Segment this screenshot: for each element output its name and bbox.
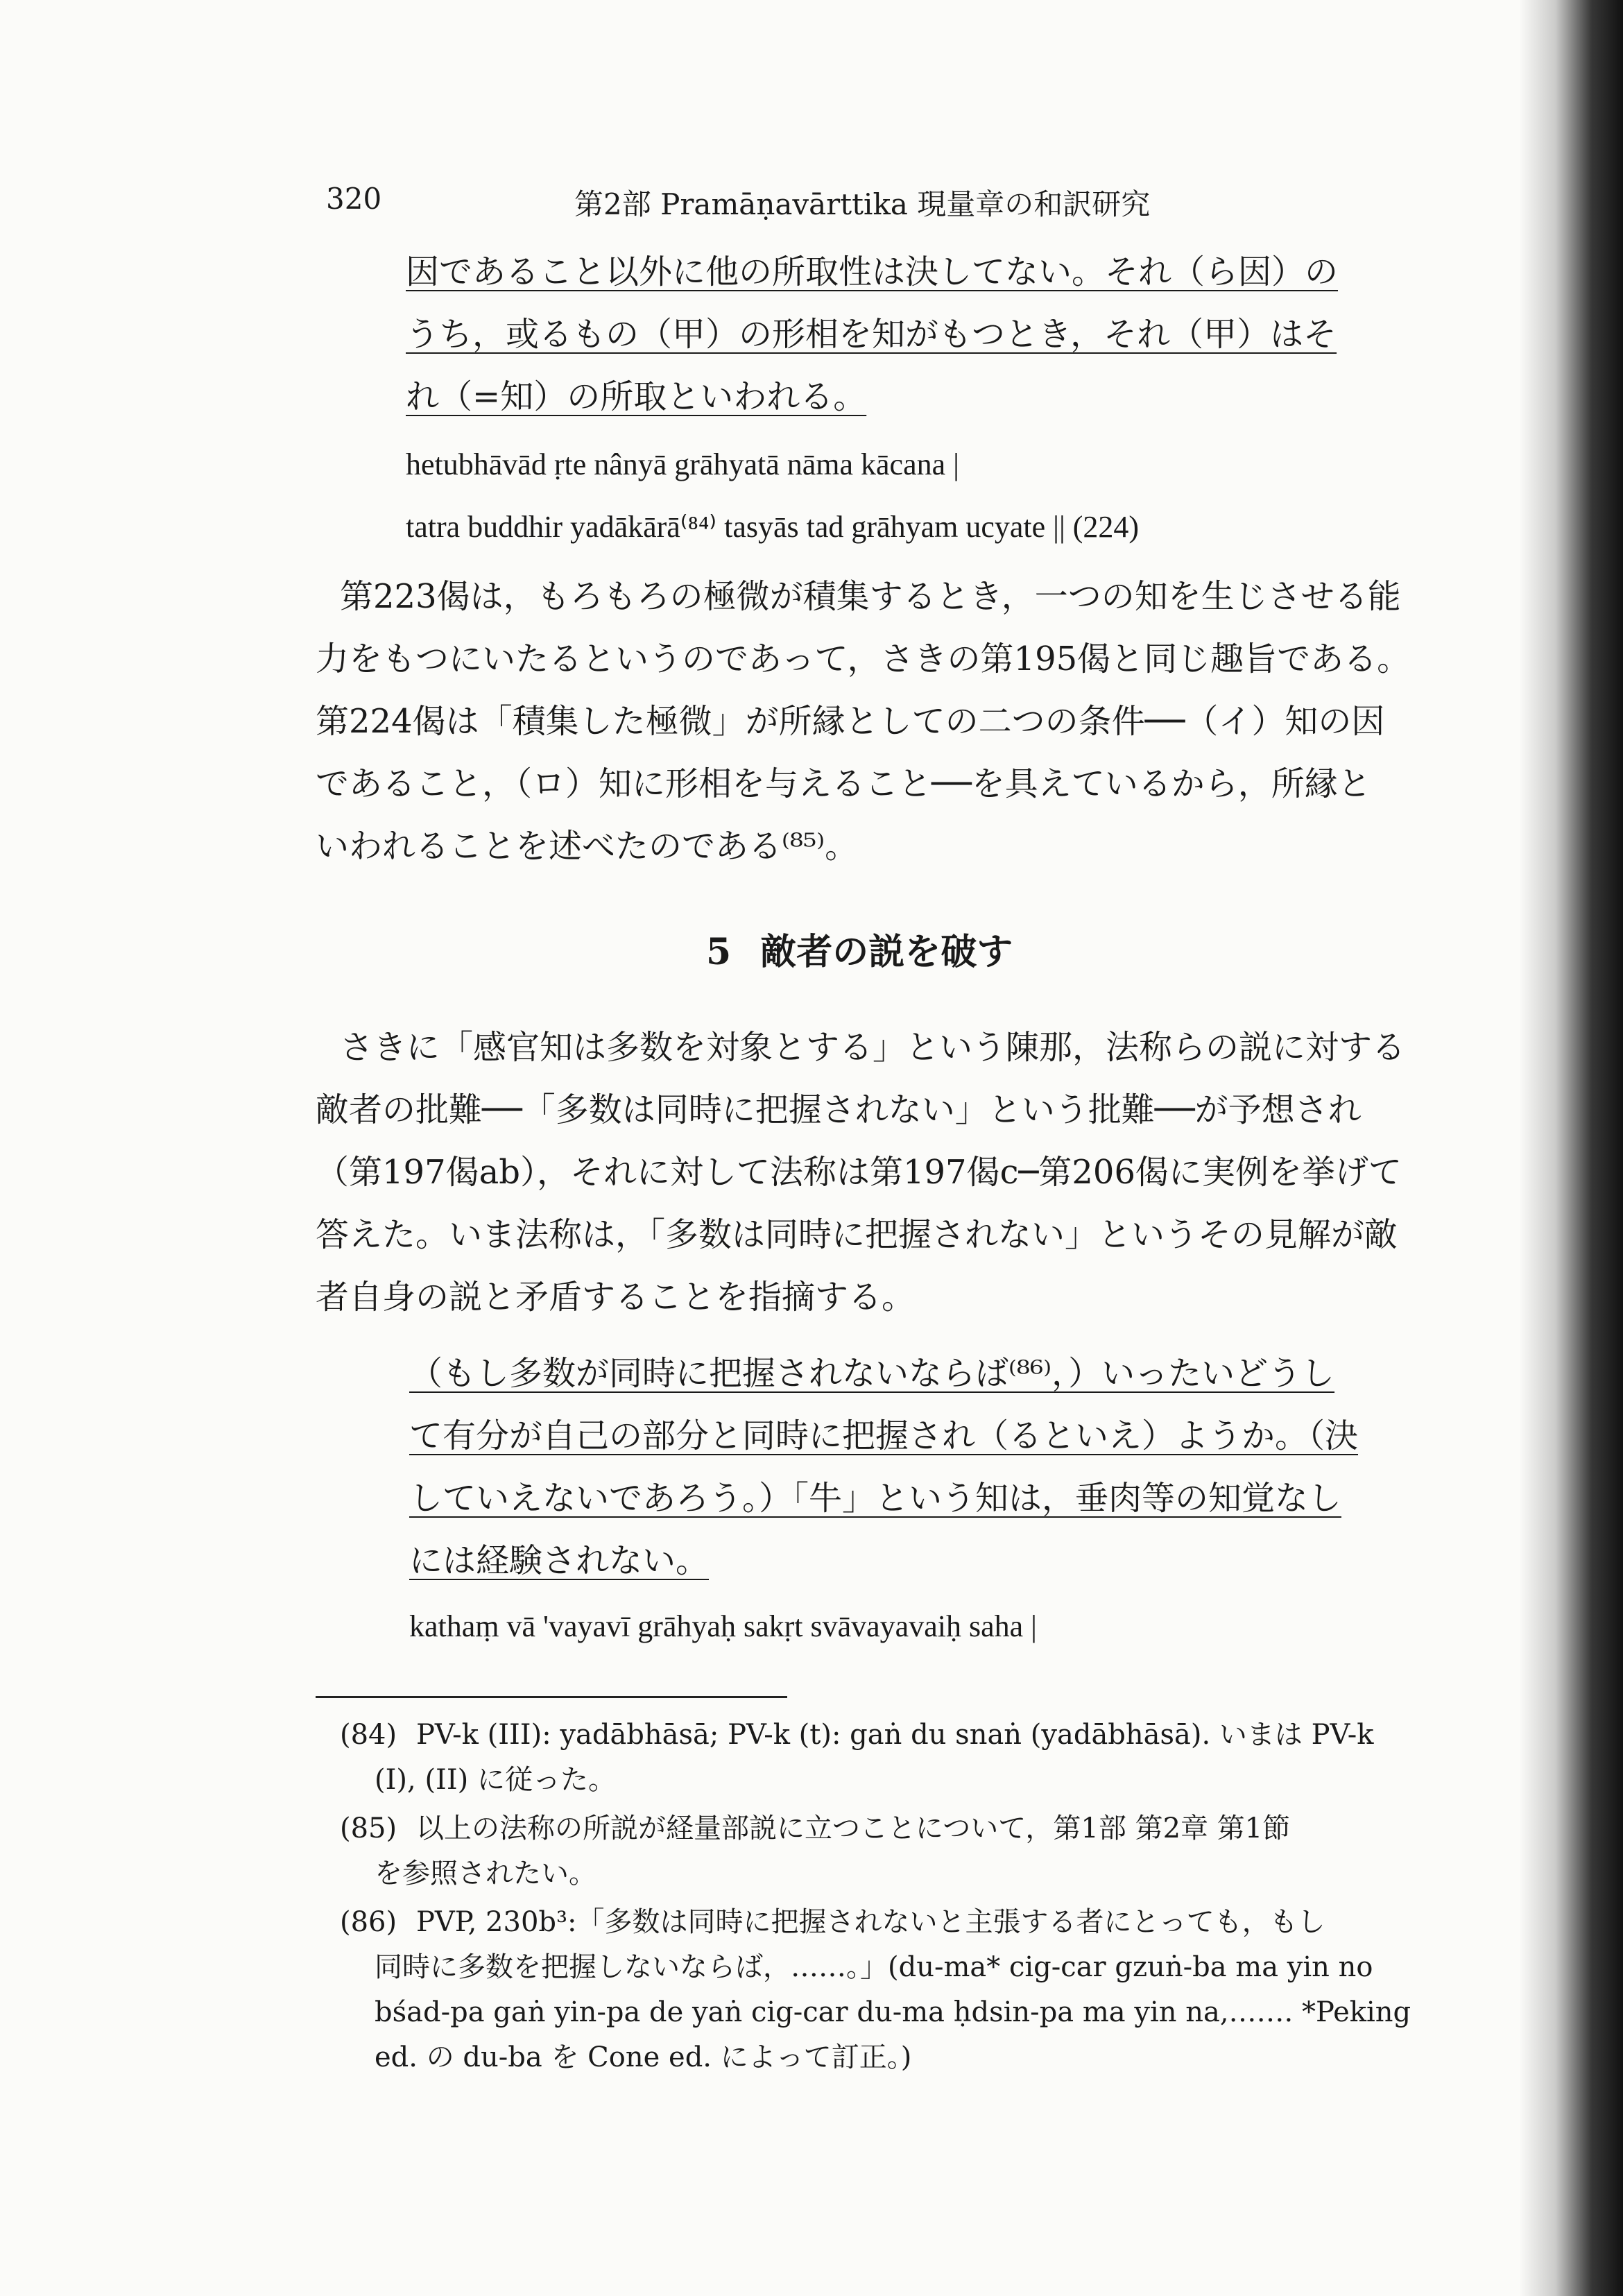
- verse-224-line: 因であること以外に他の所取性は決してない。それ（ら因）の: [406, 252, 1339, 291]
- section-title: 敵者の説を破す: [760, 931, 1013, 973]
- footnote-84: [340, 1717, 1374, 1753]
- verse-224-line: れ（=知）の所取といわれる。: [406, 377, 867, 416]
- footnote-label: (84): [340, 1719, 397, 1751]
- footnote-85: [340, 1810, 1290, 1847]
- footnote-rule: [316, 1696, 787, 1698]
- sanskrit-verse-line: tatra buddhir yadākārā⁽⁸⁴⁾ tasyās tad grāhyam ucyate || (224): [406, 510, 1140, 544]
- footnote-86: [340, 1904, 1325, 1940]
- footnote-label: (85): [340, 1813, 397, 1844]
- sanskrit-verse-line: hetubhāvād ṛte nânyā grāhyatā nāma kācana |: [406, 447, 959, 481]
- paragraph-line: （第197偈ab），それに対して法称は第197偈c─第206偈に実例を挙げて: [316, 1153, 1402, 1192]
- section-number: 5: [706, 931, 732, 973]
- running-title: 第2部 Pramāṇavārttika 現量章の和訳研究: [574, 187, 1151, 221]
- footnote-text: bśad-pa gaṅ yin-pa de yaṅ cig-car du-ma ḥdsin-pa ma yin na,……. *Peking: [375, 1996, 1411, 2028]
- paragraph-line: 敵者の批難──「多数は同時に把握されない」という批難──が予想され: [316, 1090, 1362, 1129]
- verse-225-line: していえないであろう。）「牛」という知は，垂肉等の知覚なし: [409, 1479, 1342, 1518]
- paragraph-line: 第224偈は「積集した極微」が所縁としての二つの条件──（イ）知の因: [316, 702, 1385, 741]
- paragraph-line: 答えた。いま法称は，「多数は同時に把握されない」というその見解が敵: [316, 1215, 1398, 1254]
- sanskrit-verse-line: kathaṃ vā 'vayavī grāhyaḥ sakṛt svāvayavaiḥ saha |: [409, 1609, 1037, 1643]
- footnote-text: 同時に多数を把握しないならば，……。」(du-ma* cig-car gzuṅ-ba ma yin no: [375, 1951, 1373, 1983]
- scan-page-edge: [1519, 0, 1623, 2296]
- page-number: 320: [326, 182, 382, 216]
- paragraph-line: 者自身の説と矛盾することを指摘する。: [316, 1278, 916, 1317]
- footnote-label: (86): [340, 1906, 397, 1938]
- footnote-text: ed. の du-ba を Cone ed. によって訂正。): [375, 2041, 912, 2073]
- paragraph-line: 力をもつにいたるというのであって，さきの第195偈と同じ趣旨である。: [316, 640, 1411, 678]
- paragraph-line: いわれることを述べたのである⁽⁸⁵⁾。: [316, 827, 859, 866]
- verse-225-line: て有分が自己の部分と同時に把握され（るといえ）ようか。（決: [409, 1416, 1359, 1455]
- section-heading: [706, 923, 1013, 975]
- verse-225-line: には経験されない。: [409, 1541, 710, 1580]
- paragraph-line: 第223偈は，もろもろの極微が積集するとき，一つの知を生じさせる能: [340, 577, 1401, 616]
- footnote-text: を参照されたい。: [375, 1858, 596, 1890]
- paragraph-line: さきに「感官知は多数を対象とする」という陳那，法称らの説に対する: [340, 1028, 1406, 1067]
- verse-225-line: （もし多数が同時に把握されないならば⁽⁸⁶⁾，）いったいどうし: [409, 1354, 1335, 1393]
- verse-224-line: うち，或るもの（甲）の形相を知がもつとき，それ（甲）はそ: [406, 315, 1337, 354]
- footnote-text: (I), (II) に従った。: [375, 1764, 616, 1796]
- paragraph-line: であること，（ロ）知に形相を与えること──を具えているから，所縁と: [316, 764, 1371, 803]
- footnote-text: PVP, 230b³:「多数は同時に把握されないと主張する者にとっても，もし: [416, 1906, 1325, 1938]
- footnote-text: PV-k (III): yadābhāsā; PV-k (t): gaṅ du snaṅ (yadābhāsā). いまは PV-k: [416, 1719, 1374, 1751]
- footnote-text: 以上の法称の所説が経量部説に立つことについて，第1部 第2章 第1節: [416, 1813, 1291, 1844]
